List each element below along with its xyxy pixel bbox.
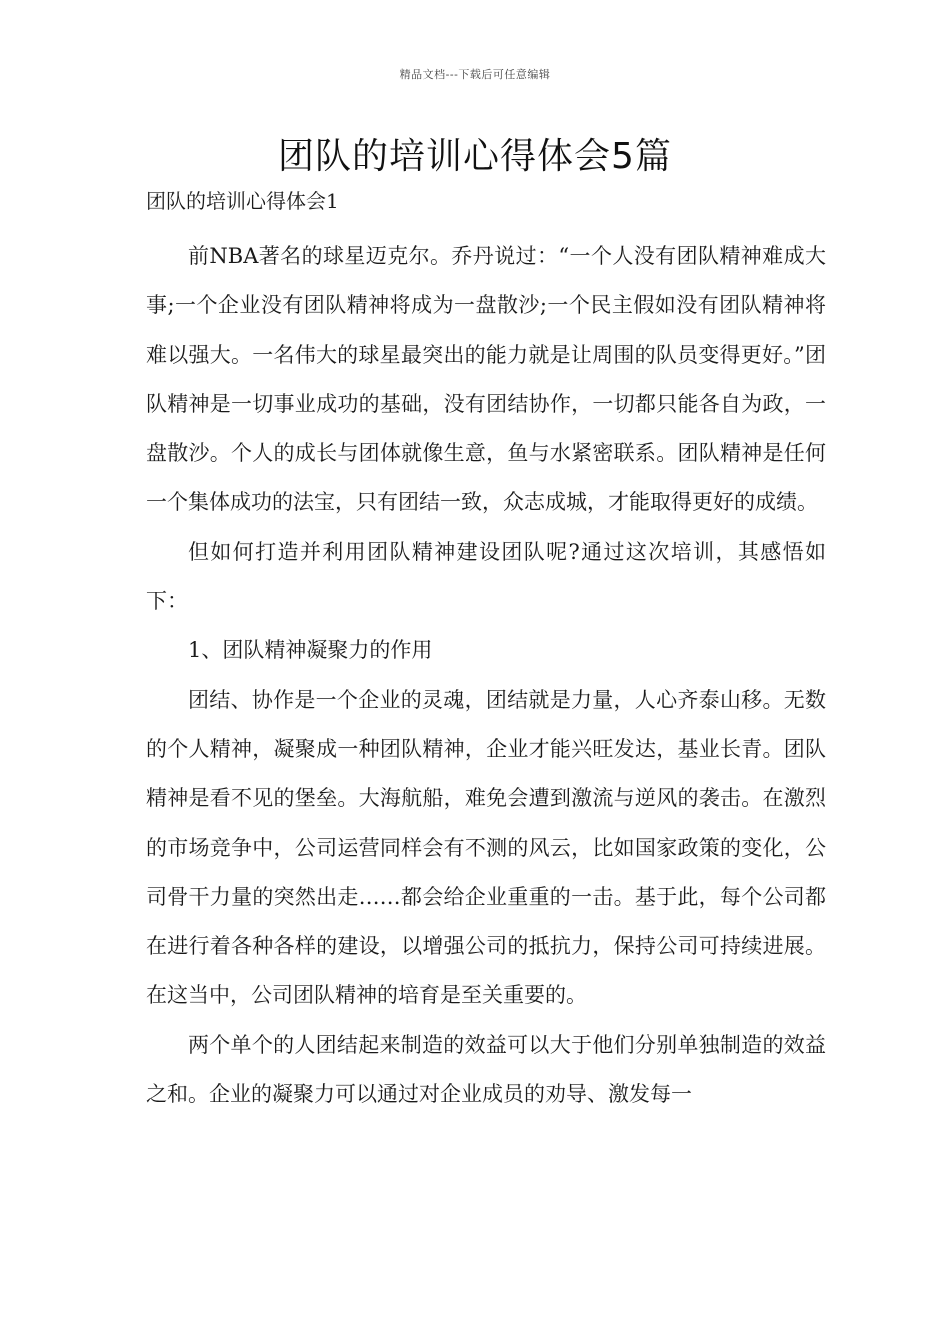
document-body [146,232,826,1119]
paragraph: 两个单个的人团结起来制造的效益可以大于他们分别单独制造的效益之和。企业的凝聚力可以通过对企业成员的劝导、激发每一 [146,1032,826,1107]
section-heading: 1、团队精神凝聚力的作用 [188,638,433,663]
paragraph: 团结、协作是一个企业的灵魂，团结就是力量，人心齐泰山移。无数的个人精神，凝聚成一种团队精神，企业才能兴旺发达，基业长青。团队精神是看不见的堡垒。大海航船，难免会遭到激流与逆风的袭击。在激烈的市场竞争中，公司运营同样会有不测的风云，比如国家政策的变化，公司骨干力量的突然出走……都会给企业重重的一击。基于此，每个公司都在进行着各种各样的建设，以增强公司的抵抗力，保持公司可持续进展。在这当中，公司团队精神的培育是至关重要的。 [146,687,826,1008]
paragraph: 前NBA著名的球星迈克尔。乔丹说过：“一个人没有团队精神难成大事;一个企业没有团队精神将成为一盘散沙;一个民主假如没有团队精神将难以强大。一名伟大的球星最突出的能力就是让周围的队员变得更好。”团队精神是一切事业成功的基础，没有团结协作，一切都只能各自为政，一盘散沙。个人的成长与团体就像生意，鱼与水紧密联系。团队精神是任何一个集体成功的法宝，只有团结一致，众志成城，才能取得更好的成绩。 [146,244,826,515]
header-note: 精品文档---下载后可任意编辑 [399,68,551,81]
paragraph: 但如何打造并利用团队精神建设团队呢?通过这次培训，其感悟如下： [146,539,826,614]
document-title: 团队的培训心得体会5篇 [278,136,672,177]
section-subtitle: 团队的培训心得体会1 [146,189,339,213]
